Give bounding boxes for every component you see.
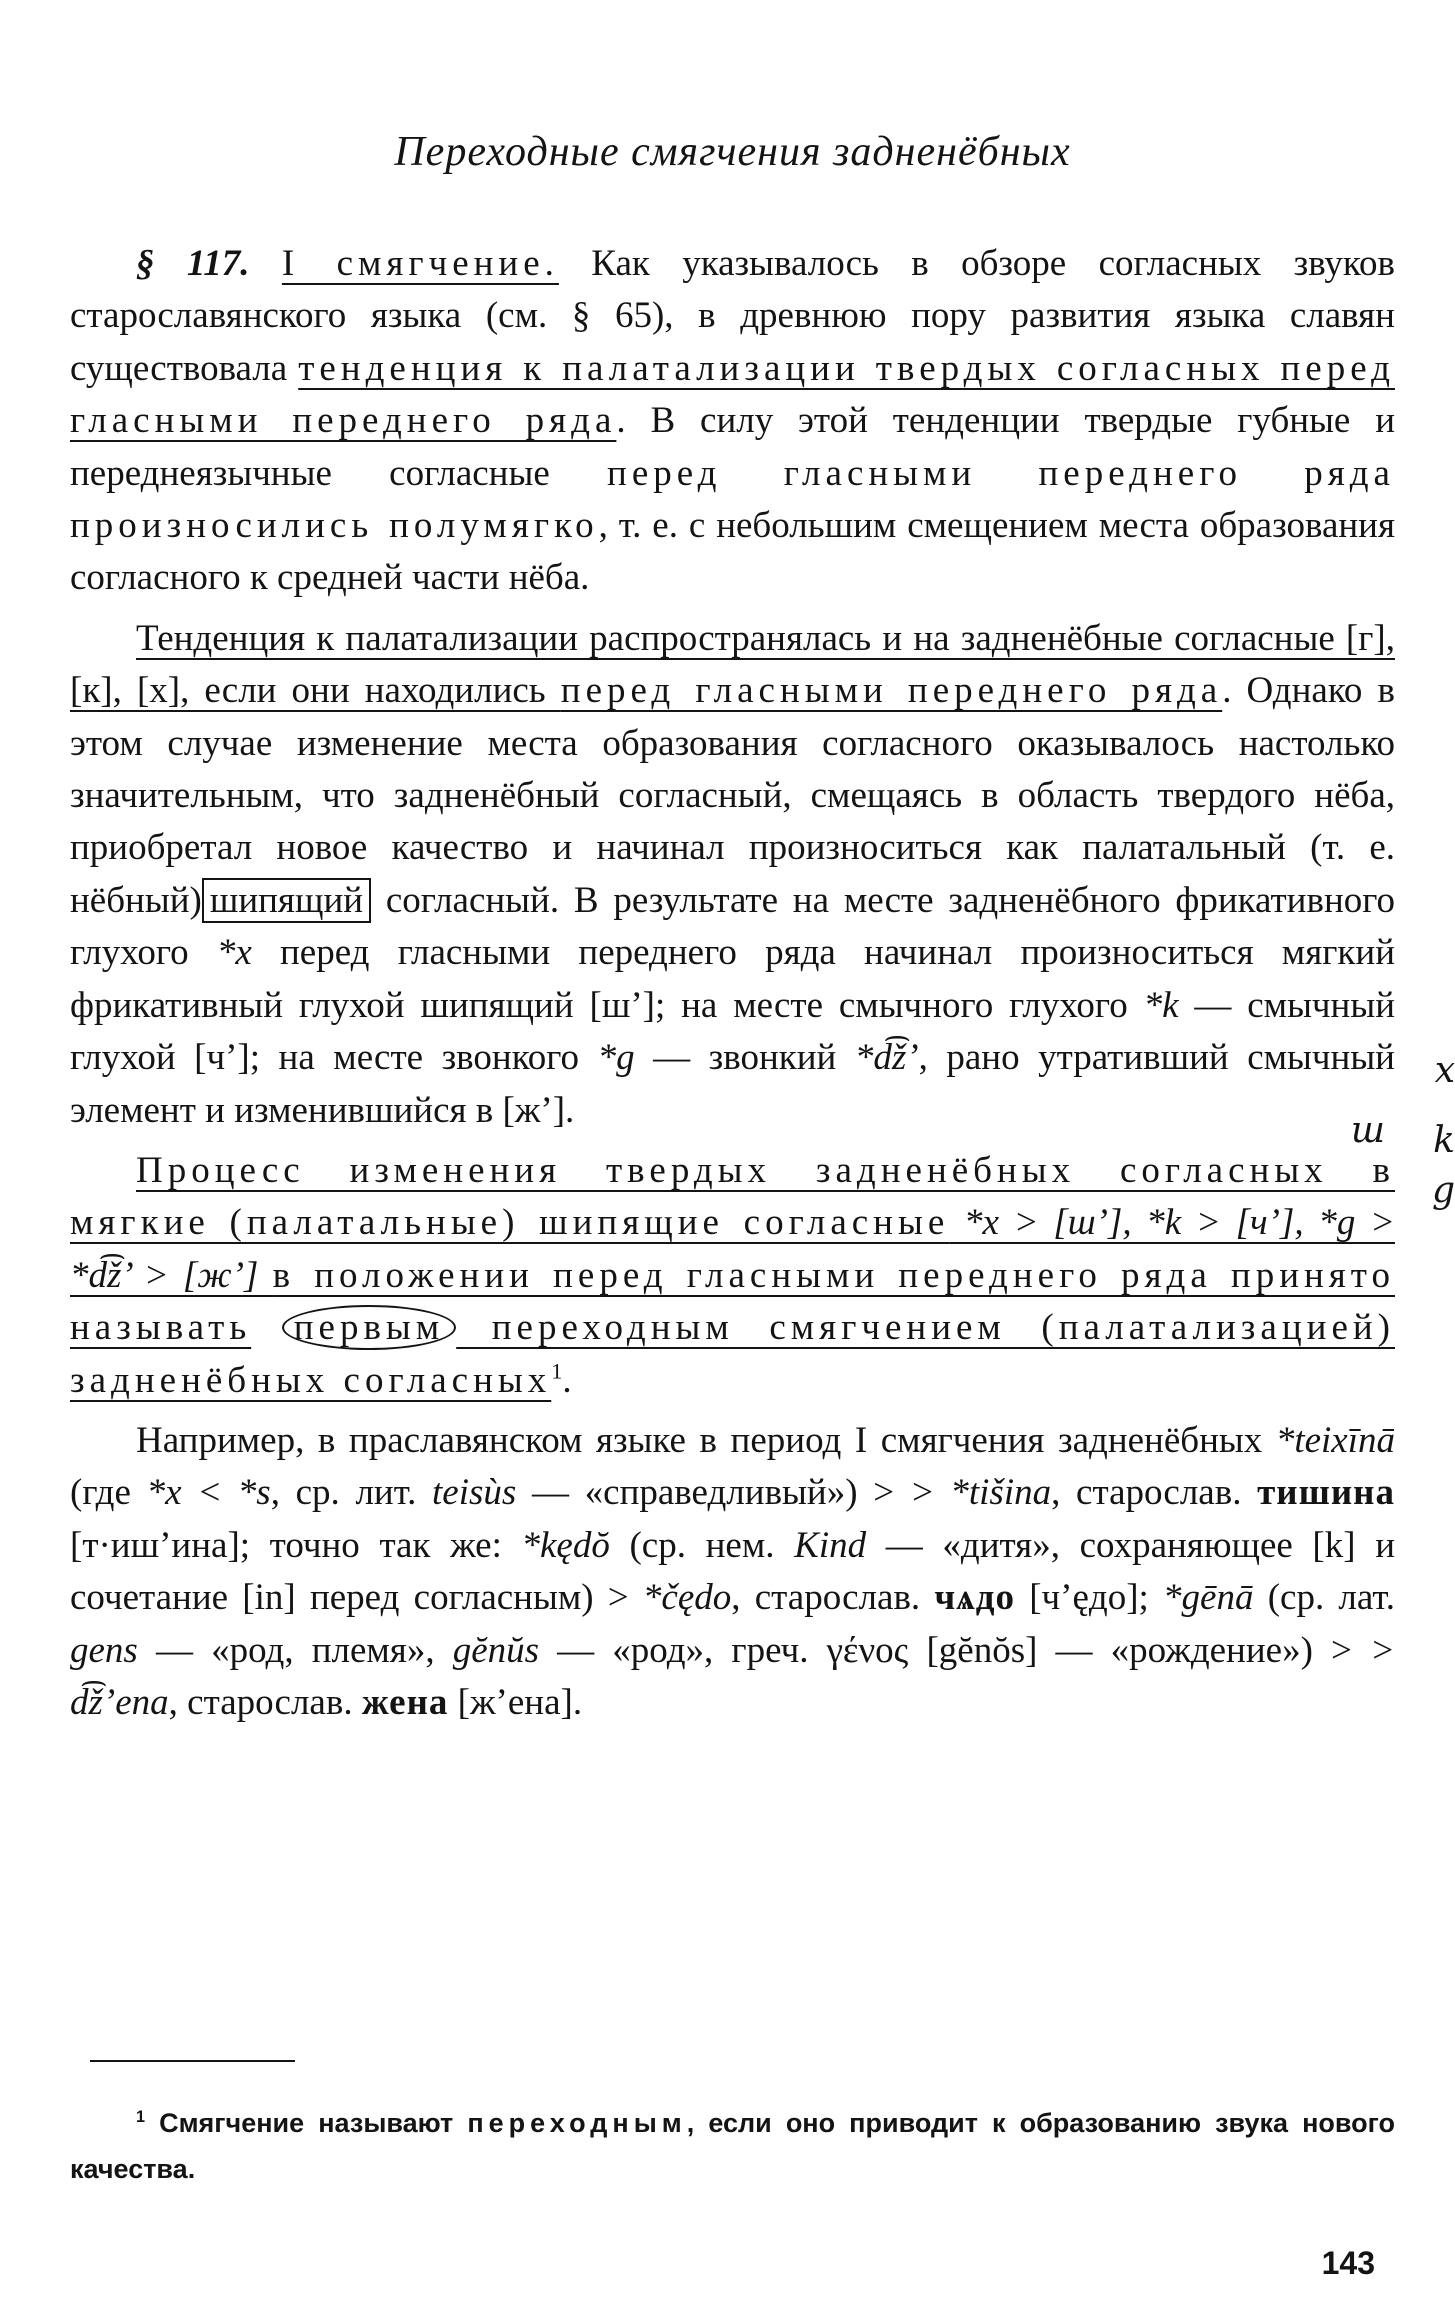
reconstructed-form: *k [1143, 984, 1179, 1026]
footnote-rule [90, 2060, 295, 2062]
old-slavonic-word: чѧдо [934, 1577, 1015, 1619]
emphasis-spaced: тенденция к палатализации твердых согласных перед гласными переднего ряда [70, 347, 1395, 442]
text-run: Смягчение называют [145, 2108, 468, 2138]
text-run: . В силу этой тенденции твердые губные и переднеязычные согласные [70, 400, 1395, 494]
foreign-word: teisùs [432, 1472, 517, 1514]
text-run: , старослав. [731, 1577, 935, 1619]
reconstructed-form: *kędŏ [521, 1524, 610, 1566]
text-run: , если оно приводит к образованию звука нового качества. [70, 2108, 1395, 2184]
reconstructed-form: *g [597, 1037, 635, 1079]
section-heading: I смягчение. [281, 243, 559, 284]
book-page [70, 0, 1455, 2311]
text-run: [ж’ена]. [448, 1681, 583, 1723]
text-run: — звонкий [634, 1037, 855, 1079]
text-run: (где [70, 1472, 147, 1514]
text-run: [gĕnŏs] — «рождение») > [908, 1629, 1371, 1671]
paragraph-117 [70, 238, 1395, 605]
reconstructed-form: *čędo [642, 1577, 732, 1619]
text-run: , рано утративший смычный элемент и изменившийся в [ж’]. [70, 1037, 1395, 1131]
footnote [70, 2100, 1395, 2192]
reconstructed-form: *teixīnā [1275, 1419, 1395, 1461]
text-run-underlined: Тенденция к палатализации распространялась и на задненёбные согласные [г], [к], [х], если они находились [70, 617, 1395, 712]
text-run: , старослав. [168, 1681, 362, 1723]
old-slavonic-word: жена [361, 1681, 449, 1723]
old-slavonic-word: тишина [1257, 1472, 1395, 1514]
circled-word: первым [282, 1305, 456, 1350]
text-run: Как указывалось в обзоре согласных звуков старославянского языка (см. § 65), в древнюю пору развития языка славян существовала [70, 243, 1395, 389]
text-run: (ср. лат. [1253, 1577, 1395, 1619]
margin-note: g [1431, 1170, 1455, 1211]
footnote-mark: 1 [136, 2108, 146, 2126]
reconstructed-form: *gēnā [1163, 1577, 1254, 1619]
margin-note: k [1433, 1120, 1455, 1161]
emphasis-spaced: в положении перед гласными переднего ряда принято называть [70, 1254, 1395, 1349]
foreign-word: gens [70, 1629, 138, 1671]
text-run: , т. е. с небольшим смещением места образования согласного к средней части нёба. [70, 505, 1396, 599]
text-run: — «род», греч. [539, 1629, 827, 1671]
text-run: — «дитя», сохраняющее [k] и сочетание [in] перед согласным) > [70, 1524, 1395, 1619]
reconstructed-form: > d͡ž’ena [70, 1629, 1395, 1723]
text-run: [т·иш’ина]; точно так же: [70, 1524, 522, 1566]
reconstructed-form: *x < *s [146, 1472, 271, 1514]
text-run: перед гласными переднего ряда начинал произноситься мягкий фрикативный глухой шипящий [ш’]; на месте смычного глухого [70, 932, 1395, 1026]
text-run: . Однако в этом случае изменение места образования согласного оказывалось настолько значительным, что задненёбный согласный, смещаясь в область твердого нёба, приобретал новое качество и начинал произноситься как палатальный (т. е. нёбный) [70, 670, 1395, 921]
margin-note: ш [1350, 1110, 1385, 1151]
page-number: 143 [1321, 2245, 1375, 2281]
boxed-word: шипящий [202, 878, 371, 923]
text-run: согласный. В результате на месте задненёбного фрикативного глухого [70, 879, 1396, 974]
text-run: (ср. нем. [609, 1524, 795, 1566]
reconstructed-form: *x [216, 932, 252, 974]
running-head: Переходные смягчения задненёбных [394, 129, 1071, 175]
text-run: — «справедливый») > [516, 1472, 910, 1514]
paragraph-process [70, 1145, 1395, 1407]
footnote-ref: 1 [551, 1358, 563, 1384]
sound-changes: *x > [ш’], *k > [ч’], *g > *d͡ž’ > [ж’] [70, 1202, 1395, 1296]
text-run: . [562, 1359, 572, 1401]
emphasis-spaced: перед гласными переднего ряда произносились полумягко [70, 452, 1395, 547]
emphasis-spaced: переходным [467, 2108, 687, 2138]
text-run: Например, в праславянском языке в период I смягчения задненёбных [136, 1419, 1276, 1461]
emphasis-spaced: переходным смягчением (палатализацией) задненёбных согласных [70, 1307, 1395, 1401]
text-run: , ср. лит. [270, 1472, 433, 1514]
reconstructed-form: *d͡ž’ [854, 1037, 919, 1079]
text-run: — смычный глухой [ч’]; на месте звонкого [70, 984, 1396, 1079]
paragraph-examples [70, 1415, 1395, 1729]
section-number: § 117. [136, 243, 250, 284]
reconstructed-form: > *tišina [909, 1472, 1052, 1514]
greek-word: γένος [826, 1629, 909, 1671]
foreign-word: Kind [794, 1524, 867, 1566]
text-run: — «род, племя», [137, 1629, 453, 1671]
foreign-word: gĕnŭs [452, 1629, 540, 1671]
text-run: [ч’ęдо]; [1014, 1577, 1164, 1619]
body-text [70, 238, 1395, 1737]
paragraph-tendency [70, 613, 1395, 1137]
emphasis-spaced: Процесс изменения твердых задненёбных согласных в мягкие (палатальные) шипящие согласные [70, 1149, 1395, 1244]
emphasis-spaced: перед гласными переднего ряда [560, 670, 1223, 712]
margin-note: x [1434, 1050, 1455, 1091]
text-run: , старослав. [1051, 1472, 1258, 1514]
